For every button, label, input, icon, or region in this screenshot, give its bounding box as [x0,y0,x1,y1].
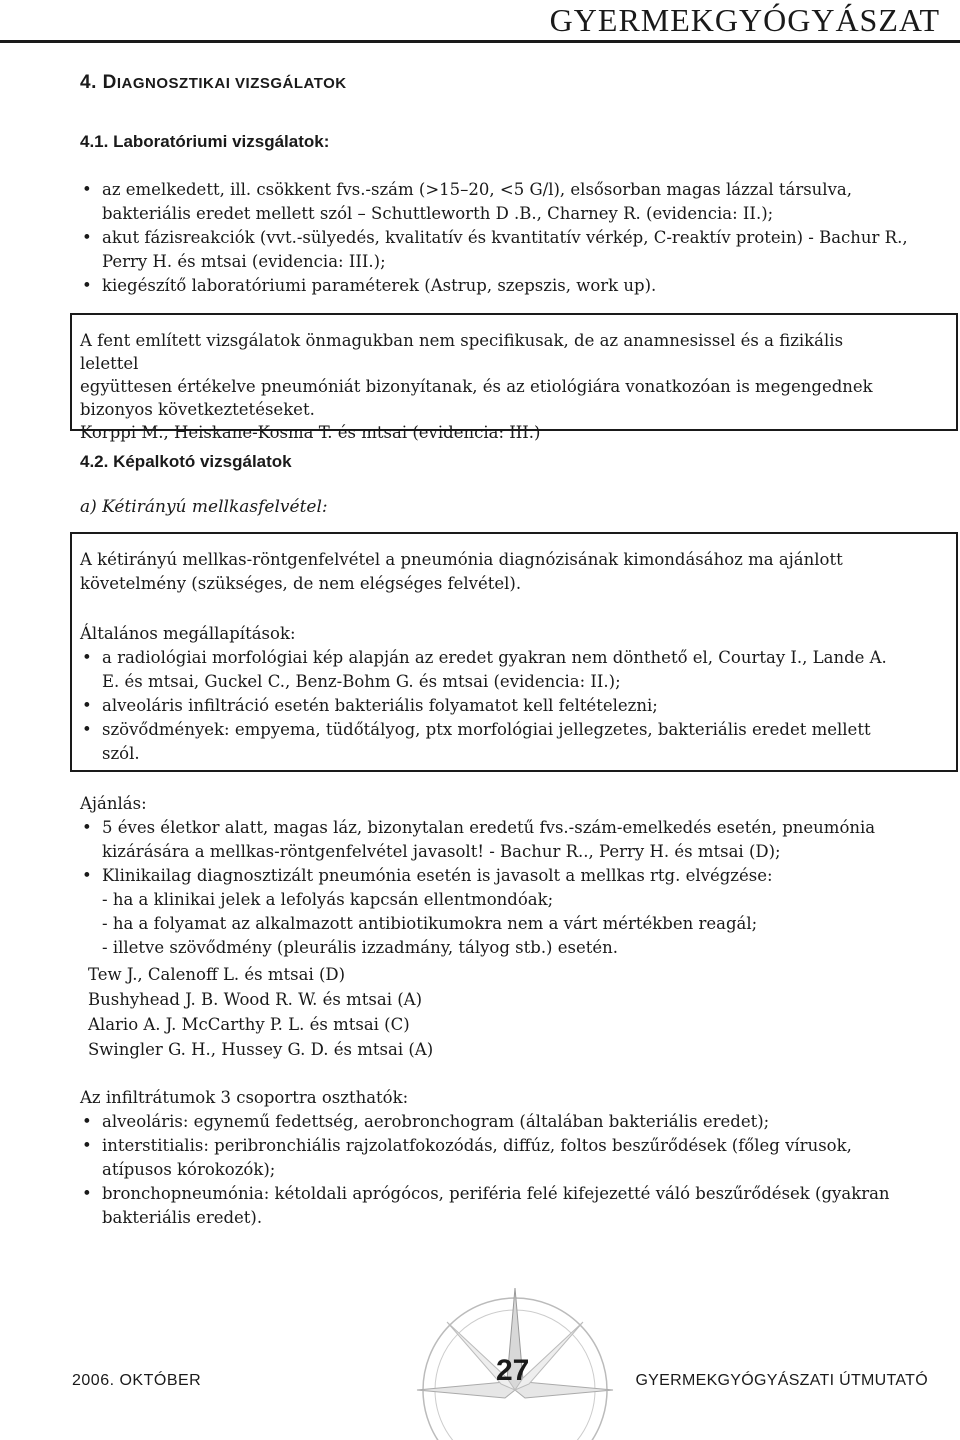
list-item: • akut fázisreakciók (vvt.-sülyedés, kvalitatív és kvantitatív vérkép, C-reaktív protein) - Bachur R., Perry H. és mtsai (evidencia: III.); [82,228,908,271]
list-item: • a radiológiai morfológiai kép alapján az eredet gyakran nem dönthető el, Courtay I., Lande A. E. és mtsai, Guckel C., Benz-Bohm G. és mtsai (evidencia: II.); [82,648,887,691]
list-item: • Klinikailag diagnosztizált pneumónia esetén is javasolt a mellkas rtg. elvégzése: [82,864,922,888]
dash-item: - illetve szövődmény (pleurális izzadmány, tályog stb.) esetén. [102,938,619,957]
recommendation-label: Ajánlás: [80,794,147,813]
page-header [0,0,960,40]
bullet-icon: • [82,720,92,739]
xray-box [70,532,958,772]
reference-list [88,962,433,1062]
list-item: • az emelkedett, ill. csökkent fvs.-szám (>15–20, <5 G/l), elsősorban magas lázzal társulva, bakteriális eredet mellett szól – Schuttleworth D .B., Charney R. (evidencia: II.); [82,180,852,223]
reference-item: Bushyhead J. B. Wood R. W. és mtsai (A) [88,990,423,1009]
bullet-icon: • [82,228,92,247]
xray-intro: A kétirányú mellkas-röntgenfelvétel a pneumónia diagnózisának kimondásához ma ajánlott követelmény (szükséges, de nem elégséges felvétel). [80,550,843,593]
lab-note-box [70,313,958,442]
list-item: • interstitialis: peribronchiális rajzolatfokozódás, diffúz, foltos beszűrődések (főleg vírusok, atípusos kórokozók); [82,1136,852,1179]
footer-date: 2006. OKTÓBER [72,1372,202,1389]
section-title: 4. DIAGNOSZTIKAI VIZSGÁLATOK [80,72,347,93]
general-findings-list [82,646,942,766]
imaging-heading: 4.2. Képalkotó vizsgálatok [80,452,292,471]
lab-heading: 4.1. Laboratóriumi vizsgálatok: [80,132,330,151]
lab-note-text: A fent említett vizsgálatok önmagukban nem specifikusak, de az anamnesissel és a fizikális lelettel együttesen értékelve pneumóniát bizonyítanak, és az etiológiára vonatkozóan is megengednek bizonyos következtetéseket. Korppi M., Heiskane-Kosma T. és mtsai (evidencia: III.) [80,331,873,442]
bullet-icon: • [82,1136,92,1155]
bullet-icon: • [82,696,92,715]
bullet-icon: • [82,276,92,295]
imaging-subheading: a) Kétirányú mellkasfelvétel: [80,497,328,517]
infiltrates-label: Az infiltrátumok 3 csoportra oszthatók: [80,1088,409,1107]
bullet-icon: • [82,648,92,667]
reference-item: Alario A. J. McCarthy P. L. és mtsai (C) [88,1015,410,1034]
reference-item: Tew J., Calenoff L. és mtsai (D) [88,965,346,984]
recommendation-list [82,816,922,960]
bullet-icon: • [82,1112,92,1131]
list-item: • 5 éves életkor alatt, magas láz, bizonytalan eredetű fvs.-szám-emelkedés esetén, pneumónia kizárására a mellkas-röntgenfelvétel javasolt! - Bachur R.., Perry H. és mtsai (D); [82,818,876,861]
list-item: • kiegészítő laboratóriumi paraméterek (Astrup, szepszis, work up). [82,274,922,298]
header-title: GYERMEKGYÓGYÁSZAT [549,2,940,38]
bullet-icon: • [82,180,92,199]
list-item: • szövődmények: empyema, tüdőtályog, ptx morfológiai jellegzetes, bakteriális eredet mellett szól. [82,720,871,763]
list-item: • bronchopneumónia: kétoldali aprógócos, periféria felé kifejezetté váló beszűrődések (gyakran bakteriális eredet). [82,1184,890,1227]
infiltrates-list [82,1110,922,1230]
bullet-icon: • [82,818,92,837]
dash-item: - ha a folyamat az alkalmazott antibiotikumokra nem a várt mértékben reagál; [102,914,758,933]
page-number: 27 [496,1354,530,1387]
lab-list [82,178,922,298]
list-item: • alveoláris infiltráció esetén bakteriális folyamatot kell feltételezni; [82,694,942,718]
header-rule [0,40,960,43]
bullet-icon: • [82,1184,92,1203]
dash-item: - ha a klinikai jelek a lefolyás kapcsán ellentmondóak; [102,890,554,909]
list-item: • alveoláris: egynemű fedettség, aerobronchogram (általában bakteriális eredet); [82,1110,922,1134]
footer-guide-title: GYERMEKGYÓGYÁSZATI ÚTMUTATÓ [635,1372,928,1389]
bullet-icon: • [82,866,92,885]
general-findings-label: Általános megállapítások: [80,624,296,643]
reference-item: Swingler G. H., Hussey G. D. és mtsai (A) [88,1040,434,1059]
